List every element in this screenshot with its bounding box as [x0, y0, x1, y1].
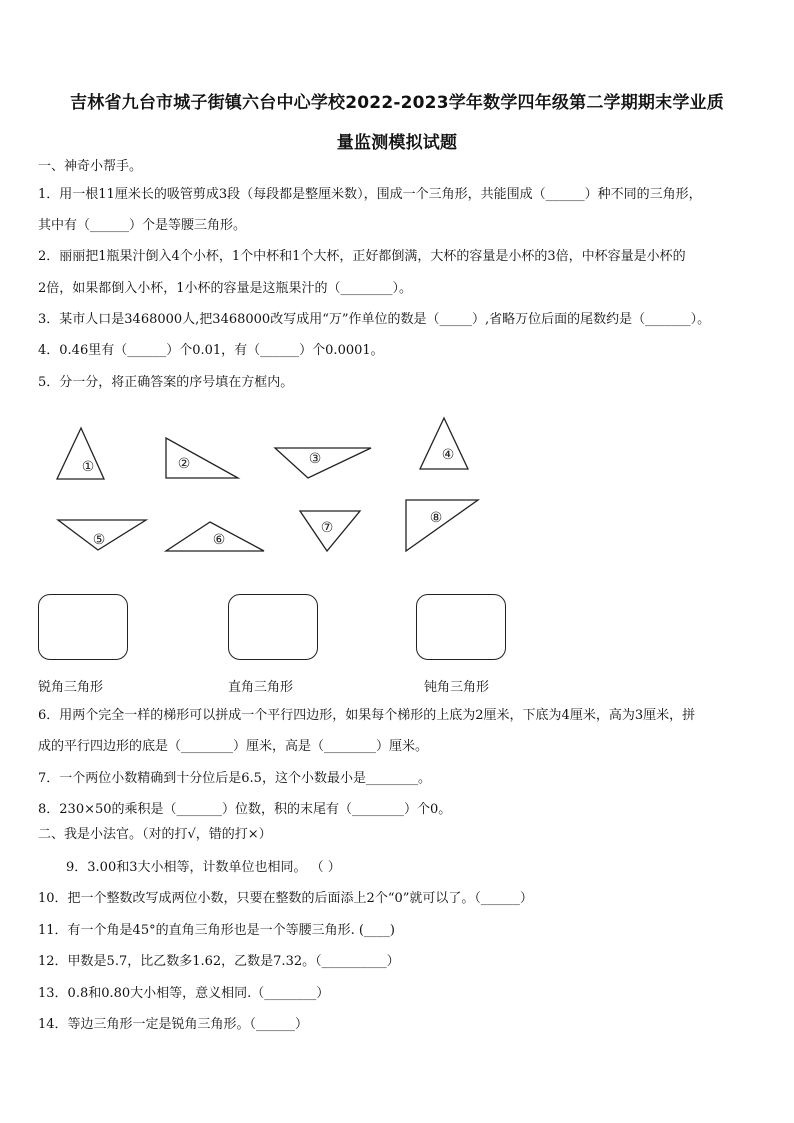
triangle-label-3: ③ — [308, 451, 322, 467]
triangle-label-5: ⑤ — [92, 532, 106, 548]
triangle-1 — [57, 428, 104, 479]
acute-triangle-answer-box[interactable] — [38, 594, 128, 660]
acute-triangle-label: 锐角三角形 — [38, 680, 104, 695]
triangle-3 — [275, 448, 371, 478]
question-1-line1: 1．用一根11厘米长的吸管剪成3段（每段都是整厘米数），围成一个三角形，共能围成（______）种不同的三角形， — [38, 187, 702, 202]
question-6-line1: 6．用两个完全一样的梯形可以拼成一个平行四边形，如果每个梯形的上底为2厘米，下底为4厘米，高为3厘米，拼 — [38, 708, 696, 723]
section2-heading: 二、我是小法官。（对的打√，错的打×） — [38, 827, 272, 842]
question-10: 10．把一个整数改写成两位小数，只要在整数的后面添上2个“0”就可以了。（______） — [38, 891, 533, 906]
question-9: 9．3.00和3大小相等，计数单位也相同。 （ ） — [66, 860, 341, 875]
question-6-line2: 成的平行四边形的底是（________）厘米，高是（________）厘米。 — [38, 739, 429, 754]
right-triangle-label: 直角三角形 — [228, 680, 294, 695]
triangle-label-4: ④ — [441, 447, 455, 463]
right-triangle-answer-box[interactable] — [228, 594, 318, 660]
triangle-label-1: ① — [81, 459, 95, 475]
question-2-line2: 2倍，如果都倒入小杯，1小杯的容量是这瓶果汁的（________）。 — [38, 281, 413, 296]
triangle-label-7: ⑦ — [320, 520, 334, 536]
obtuse-triangle-answer-box[interactable] — [416, 594, 506, 660]
section1-heading: 一、神奇小帮手。 — [38, 159, 143, 174]
triangle-label-8: ⑧ — [429, 510, 443, 526]
triangle-label-6: ⑥ — [212, 532, 226, 548]
question-12: 12．甲数是5.7，比乙数多1.62，乙数是7.32。（__________） — [38, 954, 400, 969]
question-4: 4．0.46里有（______）个0.01，有（______）个0.0001。 — [38, 343, 384, 358]
question-14: 14．等边三角形一定是锐角三角形。（______） — [38, 1017, 309, 1032]
question-2-line1: 2．丽丽把1瓶果汁倒入4个小杯，1个中杯和1个大杯，正好都倒满，大杯的容量是小杯的3倍，中杯容量是小杯的 — [38, 249, 686, 264]
question-8: 8．230×50的乘积是（_______）位数，积的末尾有（________）个0。 — [38, 802, 452, 817]
page-title-line2: 量监测模拟试题 — [336, 133, 458, 153]
page-title-line1: 吉林省九台市城子街镇六台中心学校2022-2023学年数学四年级第二学期期末学业质 — [70, 93, 724, 113]
question-3: 3．某市人口是3468000人,把3468000改写成用“万”作单位的数是（_____）,省略万位后面的尾数约是（_______）。 — [38, 312, 711, 327]
triangles-figure — [0, 405, 794, 565]
question-7: 7．一个两位小数精确到十分位后是6.5，这个小数最小是________。 — [38, 771, 431, 786]
question-5: 5．分一分，将正确答案的序号填在方框内。 — [38, 375, 294, 390]
triangle-label-2: ② — [177, 456, 191, 472]
question-11: 11．有一个角是45°的直角三角形也是一个等腰三角形. (____) — [38, 923, 395, 938]
obtuse-triangle-label: 钝角三角形 — [424, 680, 490, 695]
question-13: 13．0.8和0.80大小相等，意义相同.（________） — [38, 986, 330, 1001]
question-1-line2: 其中有（______）个是等腰三角形。 — [38, 218, 247, 233]
